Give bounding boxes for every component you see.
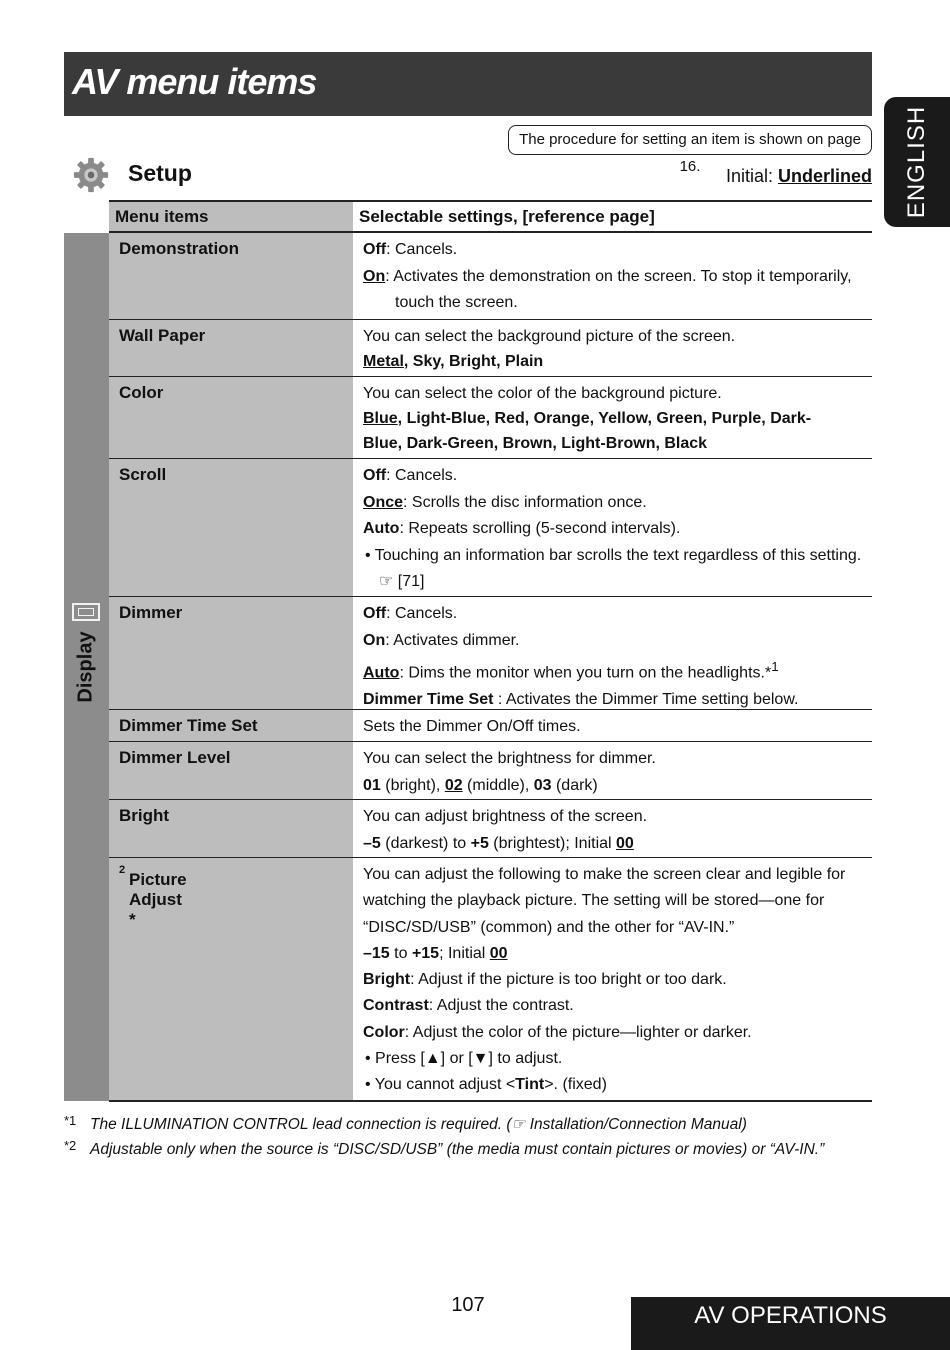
setting-key: Color: [363, 1023, 405, 1041]
setting-text: : Cancels.: [386, 467, 458, 484]
setting-text: (brightest); Initial: [488, 834, 617, 852]
reference-page: ☞ [71]: [379, 573, 425, 590]
row-name: Dimmer: [119, 603, 183, 622]
row-name: Wall Paper: [119, 326, 206, 345]
setting-value: 01: [363, 776, 381, 794]
table-row-demonstration: [109, 233, 872, 320]
row-name: Dimmer Level: [119, 748, 231, 767]
row-name-cell: [109, 233, 353, 319]
setting-text: touch the screen.: [395, 294, 518, 311]
footnote-ref: 2: [119, 864, 126, 876]
language-tab-label: ENGLISH: [903, 105, 930, 219]
setting-text: You can adjust brightness of the screen.: [363, 808, 648, 825]
table-header: [109, 200, 872, 233]
footnote-2: [64, 1137, 884, 1162]
setting-text: : Cancels.: [386, 605, 458, 622]
section-title: Setup: [128, 160, 192, 186]
row-description: [363, 601, 866, 713]
setting-key: Auto: [363, 664, 400, 682]
setting-key: Blue: [363, 410, 398, 427]
setting-value: –5: [363, 834, 381, 852]
setting-key: Dimmer Time Set: [363, 690, 494, 708]
setting-value: 00: [489, 944, 508, 962]
page-number: 107: [451, 1294, 485, 1316]
row-name-cell: [109, 320, 353, 376]
setting-text: : Cancels.: [386, 241, 458, 258]
setting-value: 00: [616, 834, 634, 852]
section-tab: AV OPERATIONS: [631, 1297, 950, 1350]
row-description: [363, 463, 866, 596]
setting-text: You can adjust the following to make the screen clear and legible for: [363, 866, 846, 883]
setting-text: : Scrolls the disc information once.: [403, 493, 647, 511]
setting-note: • Touching an information bar scrolls the text regardless of this setting.: [365, 546, 862, 564]
setting-text: : Adjust if the picture is too bright or too dark.: [410, 971, 727, 989]
display-group-bar: [64, 233, 109, 1101]
header-selectable-settings: Selectable settings, [reference page]: [359, 207, 655, 226]
row-description: [363, 804, 866, 857]
setting-text: , Sky, Bright, Plain: [403, 353, 544, 370]
table-row-scroll: [109, 459, 872, 597]
header-menu-items: Menu items: [115, 207, 209, 226]
page-title-bar: [64, 52, 872, 116]
setting-text: : Activates the Dimmer Time setting below.: [493, 690, 799, 708]
row-name: Scroll: [119, 465, 167, 484]
footnote-1: [64, 1112, 884, 1137]
table-row-picture-adjust: [109, 858, 872, 1102]
language-tab: [884, 97, 950, 227]
setting-text: (bright),: [380, 776, 445, 794]
setting-text: to: [389, 944, 412, 962]
gear-icon: [72, 156, 110, 194]
setting-text: Sets the Dimmer On/Off times.: [363, 718, 581, 735]
row-name: Picture Adjust *: [129, 870, 187, 929]
footnote-text: Adjustable only when the source is “DISC/SD/USB” (the media must contain pictures or movies) or “AV-IN.”: [90, 1141, 825, 1158]
setting-key: On: [363, 631, 386, 649]
table-row-bright: [109, 800, 872, 858]
row-name-cell: [109, 800, 353, 857]
row-name-cell: [109, 459, 353, 596]
row-name: Dimmer Time Set: [119, 716, 258, 735]
setting-key: Tint: [515, 1076, 545, 1094]
setting-key: On: [363, 267, 386, 285]
table-row-wall-paper: [109, 320, 872, 377]
table-row-dimmer: [109, 597, 872, 710]
setting-text: (darkest) to: [380, 834, 471, 852]
setting-text: , Light-Blue, Red, Orange, Yellow, Green, Purple, Dark-: [397, 410, 812, 427]
row-name-cell: [109, 597, 353, 709]
row-name-cell: [109, 742, 353, 799]
setting-text: ; Initial: [439, 944, 490, 962]
setting-key: Once: [363, 493, 404, 511]
setting-key: Auto: [363, 520, 400, 537]
initial-label: Initial:: [725, 166, 773, 186]
setting-note: >. (fixed): [544, 1076, 607, 1094]
setting-text: You can select the brightness for dimmer.: [363, 750, 656, 767]
setting-key: Off: [363, 605, 387, 622]
setting-text: You can select the background picture of the screen.: [363, 328, 736, 345]
setting-text: : Activates the demonstration on the screen. To stop it temporarily,: [385, 267, 852, 285]
setting-value: 03: [533, 776, 552, 794]
row-description: [363, 381, 866, 456]
row-name: Bright: [119, 806, 170, 825]
initial-value: Underlined: [777, 166, 872, 186]
row-name: Demonstration: [119, 239, 239, 258]
footnotes: [64, 1112, 884, 1162]
row-description: [363, 714, 866, 741]
row-description: [363, 862, 866, 1099]
procedure-note: The procedure for setting an item is shown on page 16.: [508, 125, 872, 155]
setting-text: (middle),: [462, 776, 534, 794]
table-row-dimmer-time-set: [109, 710, 872, 742]
setting-value: +5: [470, 834, 489, 852]
footnote-mark: *2: [64, 1138, 77, 1153]
row-description: [363, 746, 866, 799]
setting-text: : Adjust the contrast.: [428, 997, 574, 1015]
row-description: [363, 324, 866, 374]
setting-key: Bright: [363, 971, 411, 989]
table-row-color: [109, 377, 872, 459]
setting-value: –15: [363, 944, 390, 962]
setting-key: Contrast: [363, 997, 429, 1015]
setting-text: : Repeats scrolling (5-second intervals).: [399, 520, 681, 537]
setting-text: You can select the color of the background picture.: [363, 385, 722, 402]
setting-text: : Dims the monitor when you turn on the headlights.*: [399, 664, 772, 682]
setting-text: “DISC/SD/USB” (common) and the other for “AV-IN.”: [363, 918, 735, 936]
setting-text: : Activates dimmer.: [385, 631, 520, 649]
footnote-mark: *1: [64, 1113, 77, 1128]
setting-note: • Press [▲] or [▼] to adjust.: [365, 1050, 563, 1068]
footnote-ref: 1: [771, 659, 779, 674]
setting-key: Off: [363, 241, 387, 258]
display-group-label: Display: [74, 631, 97, 703]
setting-text: watching the playback picture. The setting will be stored—one for: [363, 892, 825, 910]
setting-text: Blue, Dark-Green, Brown, Light-Brown, Black: [363, 435, 708, 452]
row-description: [363, 237, 866, 317]
row-name-cell: [109, 377, 353, 458]
setting-text: : Adjust the color of the picture—lighter or darker.: [404, 1023, 752, 1041]
table-row-dimmer-level: [109, 742, 872, 800]
footnote-text: The ILLUMINATION CONTROL lead connection is required. (☞ Installation/Connection Manual): [90, 1116, 747, 1133]
initial-legend: [726, 166, 872, 187]
setting-key: Off: [363, 467, 387, 484]
display-icon: [72, 603, 100, 621]
setting-value: +15: [411, 944, 440, 962]
setting-note: • You cannot adjust <: [365, 1076, 516, 1094]
row-name-cell: [109, 710, 353, 741]
row-name: Color: [119, 383, 164, 402]
page-title: AV menu items: [72, 61, 317, 102]
row-name-wrap: [119, 864, 187, 929]
setting-value: 02: [444, 776, 463, 794]
row-name-cell: [109, 858, 353, 1100]
setting-key: Metal: [363, 353, 404, 370]
setting-text: (dark): [551, 776, 598, 794]
